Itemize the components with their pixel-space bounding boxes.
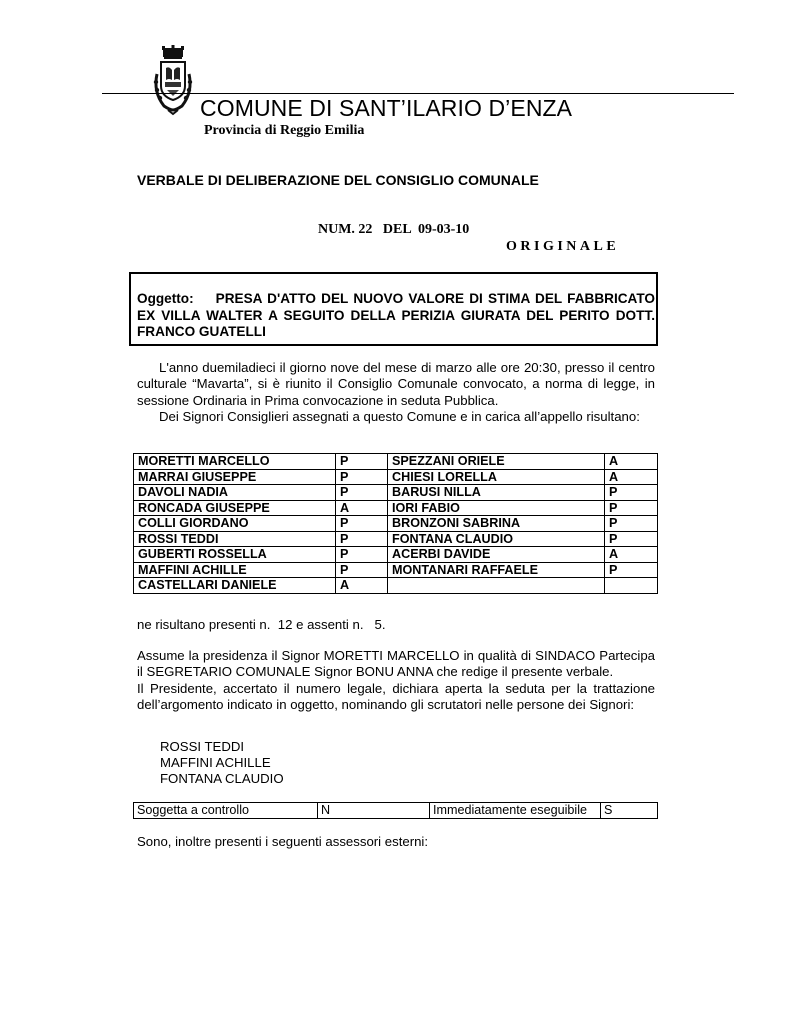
assessori-line: Sono, inoltre presenti i seguenti assessori esterni:: [137, 834, 429, 849]
presidenza-text: Assume la presidenza il Signor MORETTI MARCELLO in qualità di SINDACO Partecipa il SEGRETARIO COMUNALE Signor BONU ANNA che redige il presente verbale.: [137, 648, 655, 680]
consigliere-status: P: [605, 500, 658, 516]
consigliere-row: [134, 531, 658, 547]
consigliere-name: GUBERTI ROSSELLA: [134, 547, 336, 563]
controllo-table: [133, 802, 658, 819]
consigliere-row: [134, 516, 658, 532]
consigliere-status: A: [605, 469, 658, 485]
consigliere-name: MAFFINI ACHILLE: [134, 562, 336, 578]
presidenza-paragraph: [137, 648, 655, 713]
scrutatore-item: MAFFINI ACHILLE: [160, 754, 271, 770]
consigliere-status: A: [336, 500, 388, 516]
consigliere-name: ACERBI DAVIDE: [388, 547, 605, 563]
consigliere-status: A: [336, 578, 388, 594]
comune-title: COMUNE DI SANT’ILARIO D’ENZA: [200, 95, 573, 121]
consigliere-status: P: [605, 562, 658, 578]
consigliere-status: [605, 578, 658, 594]
consigliere-status: P: [336, 454, 388, 470]
consigliere-status: P: [336, 516, 388, 532]
consigliere-status: P: [605, 516, 658, 532]
eseguibile-value: S: [601, 803, 658, 819]
oggetto-body: PRESA D'ATTO DEL NUOVO VALORE DI STIMA DEL FABBRICATO EX VILLA WALTER A SEGUITO DELLA PERIZIA GIURATA DEL PERITO DOTT. FRANCO GUATELLI: [137, 291, 655, 339]
controllo-row: [134, 803, 658, 819]
provincia-subtitle: Provincia di Reggio Emilia: [204, 123, 365, 138]
consigliere-name: RONCADA GIUSEPPE: [134, 500, 336, 516]
consigliere-status: P: [336, 485, 388, 501]
consigliere-name: FONTANA CLAUDIO: [388, 531, 605, 547]
consigliere-status: A: [605, 547, 658, 563]
consigliere-status: P: [605, 485, 658, 501]
consigliere-name: COLLI GIORDANO: [134, 516, 336, 532]
presidente-text: Il Presidente, accertato il numero legale, dichiara aperta la seduta per la trattazione dell’argomento indicato in oggetto, nominando gli scrutatori nelle persone dei Signori:: [137, 680, 655, 712]
soggetta-value: N: [318, 803, 430, 819]
oggetto-label: Oggetto:: [137, 291, 194, 306]
oggetto-text: [137, 291, 655, 341]
consigliere-name: BARUSI NILLA: [388, 485, 605, 501]
scrutatori-list: [160, 739, 284, 786]
consigliere-status: P: [336, 562, 388, 578]
soggetta-label: Soggetta a controllo: [134, 803, 318, 819]
consigliere-name: MORETTI MARCELLO: [134, 454, 336, 470]
consigliere-row: [134, 500, 658, 516]
originale-label: ORIGINALE: [506, 239, 620, 254]
scrutatore-item: ROSSI TEDDI: [160, 739, 245, 754]
consigliere-name: MARRAI GIUSEPPE: [134, 469, 336, 485]
consigliere-row: [134, 485, 658, 501]
document-title: VERBALE DI DELIBERAZIONE DEL CONSIGLIO COMUNALE: [137, 172, 539, 188]
consigliere-status: P: [605, 531, 658, 547]
consigliere-row: [134, 469, 658, 485]
consigliere-status: P: [336, 547, 388, 563]
intro-paragraph-1: L'anno duemiladieci il giorno nove del mese di marzo alle ore 20:30, presso il centro culturale “Mavarta”, si è riunito il Consiglio Comunale convocato, a norma di legge, in sessione Ordinaria in Prima convocazione in seduta Pubblica.: [137, 360, 655, 408]
municipal-crest-logo: [150, 44, 196, 116]
consigliere-row: [134, 547, 658, 563]
eseguibile-label: Immediatamente eseguibile: [430, 803, 601, 819]
scrutatore-item: FONTANA CLAUDIO: [160, 770, 284, 786]
consigliere-name: SPEZZANI ORIELE: [388, 454, 605, 470]
intro-paragraph: [137, 360, 655, 425]
consigliere-name: DAVOLI NADIA: [134, 485, 336, 501]
consigliere-row: [134, 454, 658, 470]
header-rule: [102, 93, 734, 94]
consigliere-name: BRONZONI SABRINA: [388, 516, 605, 532]
consigliere-name: [388, 578, 605, 594]
deliberation-number: NUM. 22 DEL 09-03-10: [318, 222, 470, 237]
consigliere-row: [134, 562, 658, 578]
consiglieri-table: [133, 453, 658, 594]
consigliere-status: P: [336, 469, 388, 485]
consigliere-status: A: [605, 454, 658, 470]
consigliere-status: P: [336, 531, 388, 547]
consigliere-name: IORI FABIO: [388, 500, 605, 516]
consigliere-name: MONTANARI RAFFAELE: [388, 562, 605, 578]
consigliere-row: [134, 578, 658, 594]
consigliere-name: ROSSI TEDDI: [134, 531, 336, 547]
intro-paragraph-2: Dei Signori Consiglieri assegnati a questo Comune e in carica all’appello risultano:: [159, 408, 640, 424]
presenti-count: ne risultano presenti n. 12 e assenti n. 5.: [137, 617, 386, 632]
consigliere-name: CHIESI LORELLA: [388, 469, 605, 485]
consigliere-name: CASTELLARI DANIELE: [134, 578, 336, 594]
